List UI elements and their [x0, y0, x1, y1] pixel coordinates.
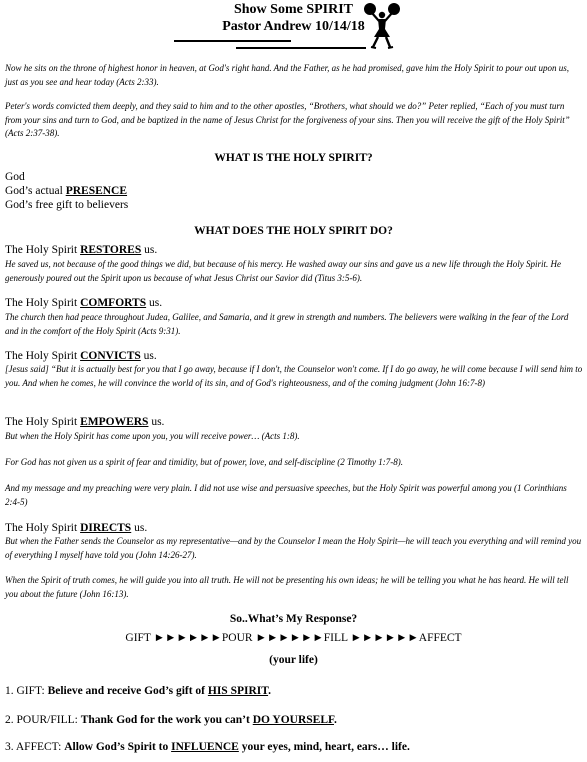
response-item-gift: 1. GIFT: Believe and receive God’s gift of HIS SPIRIT.: [5, 685, 271, 697]
empowers-scripture-3: And my message and my preaching were very plain. I did not use wise and persuasive speeches, but the Holy Spirit was powerful among you (1 Corinthians 2:4-5): [5, 483, 567, 507]
comforts-scripture: The church then had peace throughout Judea, Galilee, and Samaria, and it grew in strength and numbers. The believers were walking in the fear of the Lord and in the comfort of the Holy Spirit (Acts 9:31).: [5, 312, 569, 336]
restores-heading: The Holy Spirit RESTORES us.: [5, 244, 158, 256]
restores-verb: RESTORES: [80, 244, 142, 256]
restores-scripture: He saved us, not because of the good things we did, but because of his mercy. He washed away our sins and gave us a new life through the Holy Spirit. He generously poured out the Spirit upon us because of what Jesus Christ our Savior did (Titus 3:5-6).: [5, 259, 562, 283]
convicts-heading: The Holy Spirit CONVICTS us.: [5, 350, 157, 362]
comforts-heading: The Holy Spirit COMFORTS us.: [5, 297, 163, 309]
section-heading-what-is: WHAT IS THE HOLY SPIRIT?: [214, 152, 373, 164]
page-title: Show Some SPIRIT: [233, 2, 354, 17]
directs-heading: The Holy Spirit DIRECTS us.: [5, 522, 148, 534]
response-heading: So..What’s My Response?: [229, 613, 358, 625]
response-flow: GIFT ►►►►►►POUR ►►►►►►FILL ►►►►►►AFFECT: [125, 632, 462, 644]
cheerleader-icon: [362, 1, 404, 51]
response-item-pour-fill: 2. POUR/FILL: Thank God for the work you can’t DO YOURSELF.: [5, 714, 337, 726]
page-subtitle: Pastor Andrew 10/14/18: [222, 19, 365, 34]
directs-scripture-2: When the Spirit of truth comes, he will guide you into all truth. He will not be presenting his own ideas; he will be telling you what he has heard. He will tell you about the future (John 16:13).: [5, 575, 569, 599]
convicts-verb: CONVICTS: [80, 350, 141, 362]
section-heading-what-does: WHAT DOES THE HOLY SPIRIT DO?: [194, 225, 393, 237]
convicts-scripture: [Jesus said] “But it is actually best for you that I go away, because if I don't, the Counselor won't come. If I do go away, he will come because I will send him to you. And when he comes, he will convince the world of its sin, and of God's righteousness, and of the coming judgment (John 16:7-8): [5, 364, 583, 388]
empowers-scripture-2: For God has not given us a spirit of fear and timidity, but of power, love, and self-discipline (2 Timothy 1:7-8).: [5, 457, 403, 467]
what-is-line-presence: God’s actual PRESENCE: [5, 185, 128, 197]
directs-scripture-1: But when the Father sends the Counselor as my representative—and by the Counselor I mean the Holy Spirit—he will teach you everything and will remind you of everything I myself have told you (John 14:26-27).: [5, 536, 582, 560]
intro-paragraph-2: Peter's words convicted them deeply, and they said to him and to the other apostles, “Brothers, what should we do?” Peter replied, “Each of you must turn from your sins and turn to God, and be baptized in the name of Jesus Christ for the forgiveness of your sins. Then you will receive the gift of the Holy Spirit” (Acts 2:37-38).: [5, 101, 570, 138]
what-is-line-god: God: [5, 171, 25, 183]
intro-paragraph-1: Now he sits on the throne of highest honor in heaven, at God's right hand. And the Father, as he had promised, gave him the Holy Spirit to pour out upon us, just as you see and hear today (Acts 2:33).: [5, 63, 570, 87]
directs-verb: DIRECTS: [80, 522, 132, 534]
empowers-verb: EMPOWERS: [80, 416, 149, 428]
empowers-scripture-1: But when the Holy Spirit has come upon you, you will receive power… (Acts 1:8).: [5, 431, 300, 441]
empowers-heading: The Holy Spirit EMPOWERS us.: [5, 416, 165, 428]
comforts-verb: COMFORTS: [80, 297, 147, 309]
presence-emphasis: PRESENCE: [65, 185, 128, 197]
response-life-caption: (your life): [269, 654, 318, 666]
response-item-affect: 3. AFFECT: Allow God’s Spirit to INFLUENCE your eyes, mind, heart, ears… life.: [5, 741, 410, 753]
header-rule-right: [236, 47, 366, 49]
header-rule-left: [174, 40, 291, 42]
what-is-line-gift: God’s free gift to believers: [5, 199, 129, 211]
